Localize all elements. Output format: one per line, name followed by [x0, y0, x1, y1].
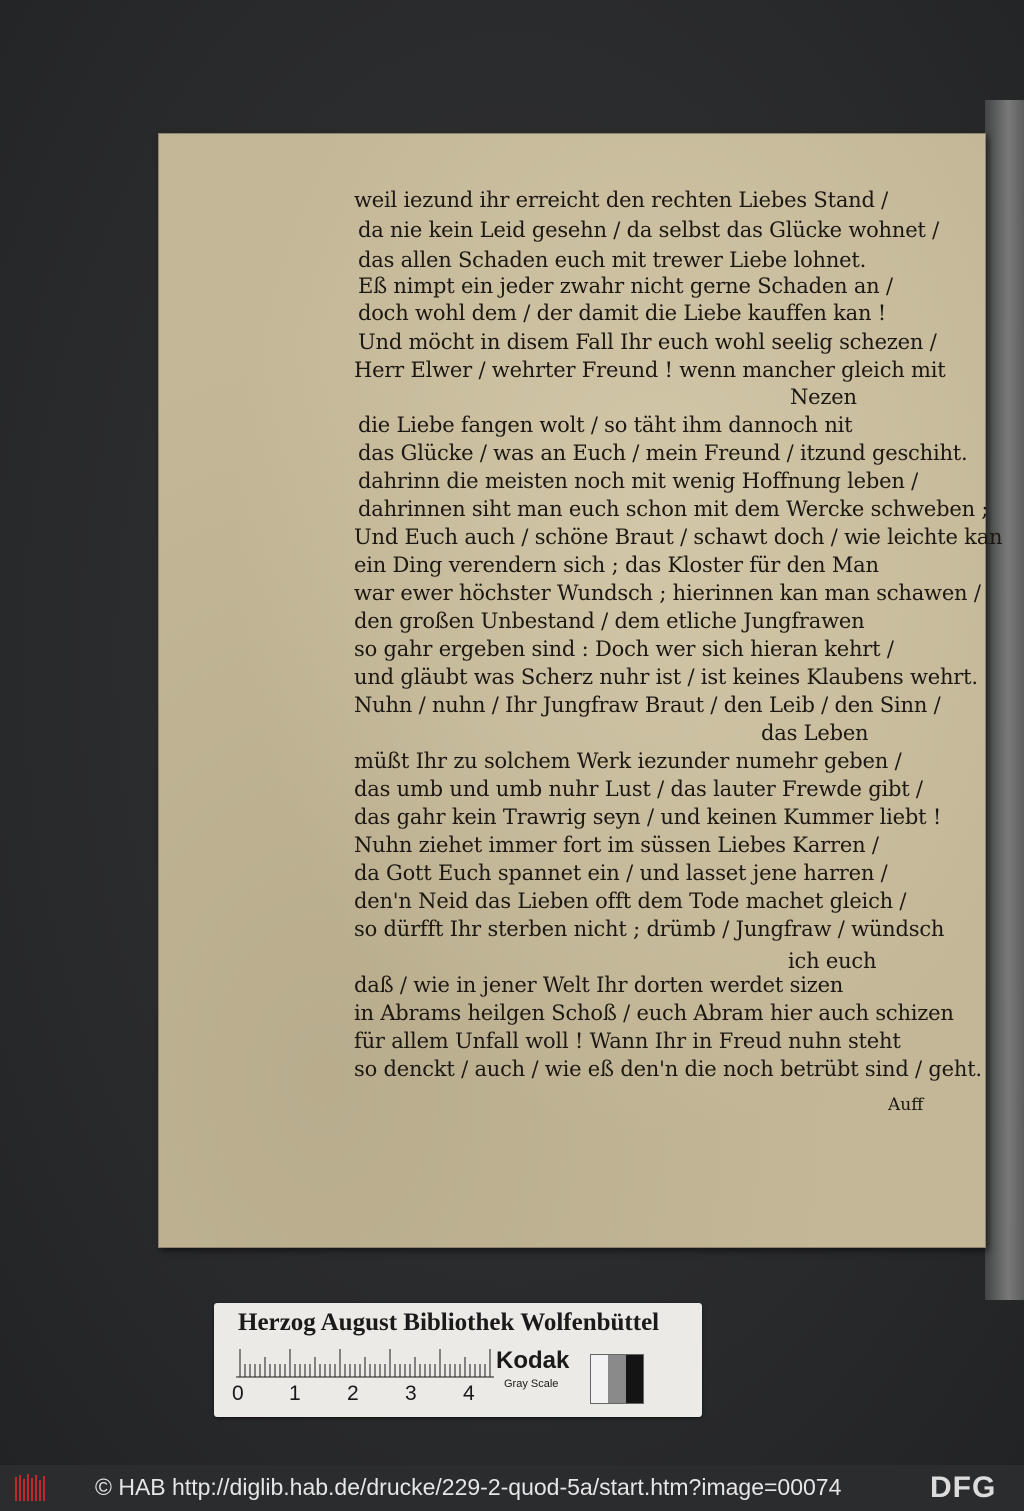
scale-ruler — [236, 1348, 494, 1378]
text-line: dahrinn die meisten noch mit wenig Hoffnung leben / — [358, 469, 919, 493]
text-line: daß / wie in jener Welt Ihr dorten werdet sizen — [354, 973, 844, 997]
dfg-logo: DFG — [930, 1471, 997, 1504]
text-line: den großen Unbestand / dem etliche Jungfrawen — [354, 609, 865, 633]
text-line: doch wohl dem / der damit die Liebe kauffen kan ! — [358, 301, 887, 325]
text-line: das allen Schaden euch mit trewer Liebe lohnet. — [358, 248, 867, 272]
ruler-number: 0 — [232, 1382, 244, 1405]
citation-link[interactable]: © HAB http://diglib.hab.de/drucke/229-2-quod-5a/start.htm?image=00074 — [95, 1474, 842, 1500]
text-line: Und möcht in disem Fall Ihr euch wohl seelig schezen / — [358, 330, 937, 354]
text-line: so gahr ergeben sind : Doch wer sich hieran kehrt / — [354, 637, 894, 661]
text-line: Nuhn ziehet immer fort im süssen Liebes Karren / — [354, 833, 879, 857]
library-label-card — [214, 1303, 702, 1417]
ruler-number: 4 — [463, 1382, 475, 1405]
ruler-number: 3 — [405, 1382, 417, 1405]
text-line: ein Ding verendern sich ; das Kloster für den Man — [354, 553, 879, 577]
text-line: war ewer höchster Wundsch ; hierinnen kan man schawen / — [354, 581, 981, 605]
text-line: so denckt / auch / wie eß den'n die noch betrübt sind / geht. — [354, 1057, 982, 1081]
library-name: Herzog August Bibliothek Wolfenbüttel — [238, 1309, 660, 1336]
text-line: das gahr kein Trawrig seyn / und keinen Kummer liebt ! — [354, 805, 942, 829]
text-line: für allem Unfall woll ! Wann Ihr in Freud nuhn steht — [354, 1029, 901, 1053]
text-line: Nezen — [790, 385, 857, 409]
gray-scale-label: Gray Scale — [504, 1378, 559, 1390]
text-line: und gläubt was Scherz nuhr ist / ist keines Klaubens wehrt. — [354, 665, 978, 689]
footer-bar — [0, 1465, 1024, 1511]
text-line: Und Euch auch / schöne Braut / schawt doch / wie leichte kan — [354, 525, 1003, 549]
hab-logo-icon — [14, 1473, 48, 1503]
text-line: so dürfft Ihr sterben nicht ; drümb / Jungfraw / wündsch — [354, 917, 945, 941]
text-line: die Liebe fangen wolt / so täht ihm dannoch nit — [358, 413, 853, 437]
book-edge — [985, 100, 1024, 1300]
text-line: Eß nimpt ein jeder zwahr nicht gerne Schaden an / — [358, 274, 893, 298]
text-line: das Leben — [761, 721, 869, 745]
ruler-number: 1 — [289, 1382, 301, 1405]
text-line: das Glücke / was an Euch / mein Freund / itzund geschiht. — [358, 441, 968, 465]
text-line: dahrinnen siht man euch schon mit dem Wercke schweben ; — [358, 497, 989, 521]
text-line: Nuhn / nuhn / Ihr Jungfraw Braut / den Leib / den Sinn / — [354, 693, 941, 717]
catchword: Auff — [888, 1095, 924, 1115]
text-line: den'n Neid das Lieben offt dem Tode machet gleich / — [354, 889, 907, 913]
text-line: das umb und umb nuhr Lust / das lauter Frewde gibt / — [354, 777, 923, 801]
kodak-logo: Kodak — [496, 1347, 570, 1374]
text-line: da nie kein Leid gesehn / da selbst das Glücke wohnet / — [358, 218, 940, 242]
ruler-number: 2 — [347, 1382, 359, 1405]
gray-scale-swatch — [590, 1354, 644, 1404]
text-line: Herr Elwer / wehrter Freund ! wenn mancher gleich mit — [354, 358, 946, 382]
text-line: ich euch — [788, 949, 877, 973]
text-line: in Abrams heilgen Schoß / euch Abram hier auch schizen — [354, 1001, 954, 1025]
text-line: weil iezund ihr erreicht den rechten Liebes Stand / — [354, 188, 889, 212]
text-line: müßt Ihr zu solchem Werk iezunder numehr geben / — [354, 749, 902, 773]
text-line: da Gott Euch spannet ein / und lasset jene harren / — [354, 861, 888, 885]
book-page — [158, 133, 1003, 1248]
